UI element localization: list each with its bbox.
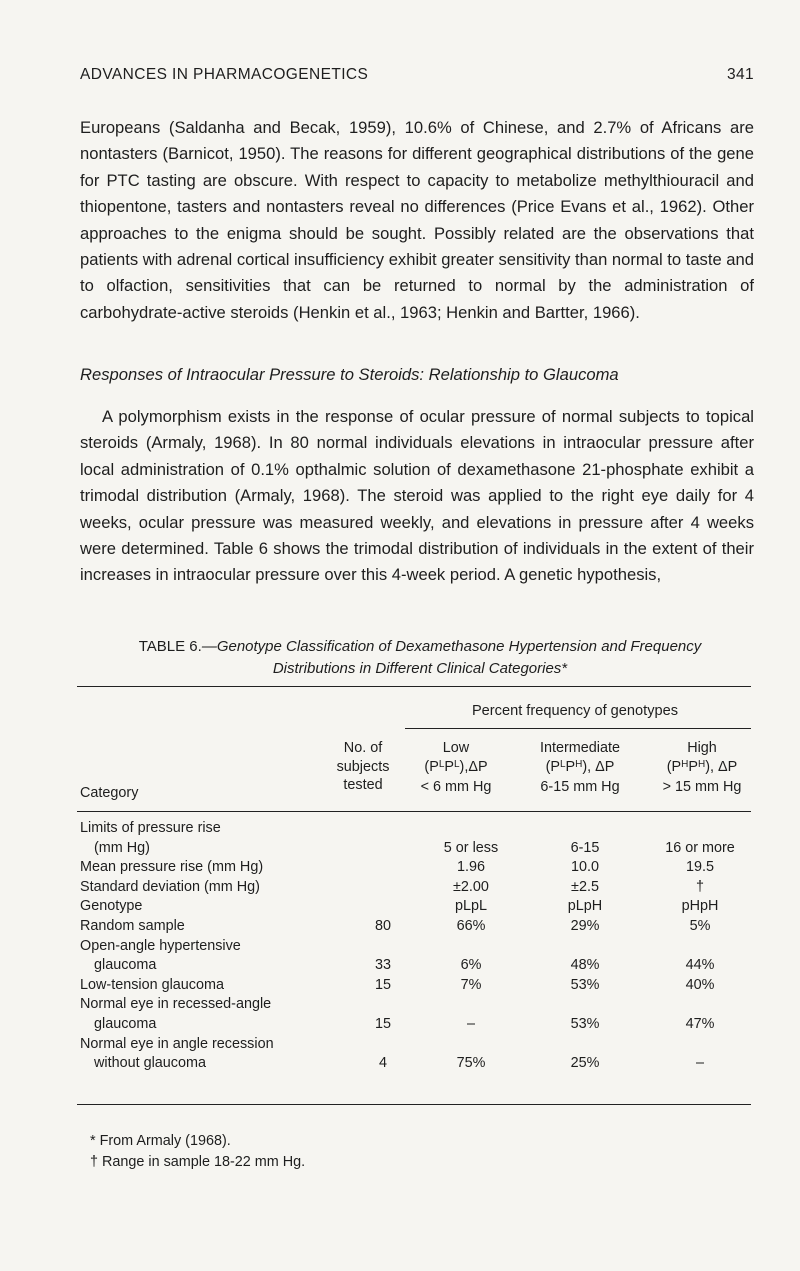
- row-intermediate: 48%: [570, 957, 600, 974]
- col-high-mid: P: [688, 758, 698, 775]
- col-subjects-line2: subjects: [336, 758, 390, 775]
- row-subjects: 15: [374, 1015, 391, 1032]
- row-category: Standard deviation (mm Hg): [80, 878, 260, 895]
- row-low: 6%: [460, 957, 482, 974]
- paragraph-2-text: A polymorphism exists in the response of ocular pressure of normal subjects to topical steroids (Armaly, 1968). In 80 normal individuals elevations in intraocular pressure after local administration of 0.1% opthalmic solution of dexamethasone 21-phosphate exhibit a trimodal distribution (Armaly, 1968). The steroid was applied to the right eye daily for 4 weeks, ocular pressure was measured weekly, and elevations in pressure after 4 weeks were determined. Table 6 shows the trimodal distribution of individuals in the extent of their increases in intraocular pressure over this 4-week period. A genetic hypothesis,: [80, 407, 754, 585]
- row-high: 19.5: [685, 859, 714, 876]
- col-int-line1: Intermediate: [540, 740, 620, 756]
- col-int-gen-close: ), ΔP: [582, 758, 615, 775]
- row-intermediate: 53%: [570, 976, 600, 993]
- col-int-line3: 6-15 mm Hg: [540, 779, 620, 795]
- col-low-mid: P: [444, 758, 454, 775]
- col-low-sup2: L: [453, 758, 460, 770]
- col-int-sup2: H: [575, 758, 583, 770]
- row-intermediate: ±2.5: [571, 878, 599, 895]
- table-row: [80, 1054, 754, 1074]
- col-high-gen-close: ), ΔP: [705, 758, 738, 775]
- table-caption: [110, 636, 730, 680]
- table-bottom-rule: [77, 1104, 751, 1105]
- table-row: [80, 937, 754, 957]
- col-int-gen-open: (P: [545, 758, 560, 775]
- row-intermediate: 25%: [570, 1055, 600, 1072]
- col-low-genotype: [406, 758, 506, 779]
- row-high: 5%: [689, 917, 711, 934]
- row-intermediate: 29%: [570, 917, 600, 934]
- table-row: [80, 917, 754, 937]
- row-subjects: 33: [374, 957, 391, 974]
- page-number: 341: [726, 66, 754, 83]
- row-category: Random sample: [80, 917, 185, 934]
- section-heading: Responses of Intraocular Pressure to Steroids: Relationship to Glaucoma: [80, 365, 619, 384]
- col-low-line1: Low: [442, 740, 470, 756]
- row-low: 1.96: [456, 859, 485, 876]
- col-high: [650, 739, 754, 797]
- row-low: –: [466, 1015, 475, 1032]
- row-intermediate: pLpH: [567, 898, 603, 915]
- col-int-sup1: L: [559, 758, 566, 770]
- row-low: ±2.00: [453, 878, 489, 895]
- row-subjects: 80: [374, 917, 391, 934]
- row-low: pLpL: [454, 898, 487, 915]
- col-int-genotype: [520, 758, 640, 779]
- col-high-genotype: [650, 758, 754, 779]
- row-high: –: [695, 1055, 704, 1072]
- table-body: [80, 819, 754, 1074]
- row-intermediate: 6-15: [570, 839, 600, 856]
- col-int-mid: P: [565, 758, 576, 775]
- row-category: Normal eye in angle recession: [80, 1035, 274, 1052]
- table-row: [80, 976, 754, 996]
- spanning-header: Percent frequency of genotypes: [471, 703, 679, 719]
- col-high-sup1: H: [681, 758, 689, 770]
- row-category: Normal eye in recessed-angle: [80, 996, 272, 1013]
- col-low-gen-open: (P: [424, 758, 439, 775]
- table-row: [80, 995, 754, 1015]
- row-high: 47%: [685, 1015, 715, 1032]
- row-subjects: 4: [378, 1055, 387, 1072]
- footnote: * From Armaly (1968).: [90, 1133, 231, 1149]
- table-caption-text: —Genotype Classification of Dexamethasone Hypertension and Frequency Distributions in Different Clinical Categories*: [201, 638, 702, 677]
- col-intermediate: [520, 739, 640, 797]
- col-high-gen-open: (P: [666, 758, 682, 775]
- row-intermediate: 10.0: [570, 859, 599, 876]
- paragraph-2: [80, 404, 754, 589]
- row-category: Limits of pressure rise: [80, 820, 221, 836]
- row-category: (mm Hg): [94, 839, 150, 856]
- col-low-line3: < 6 mm Hg: [420, 779, 492, 795]
- row-high: 44%: [685, 957, 715, 974]
- col-category: Category: [80, 785, 139, 801]
- row-category: glaucoma: [94, 1015, 157, 1032]
- paragraph-1: [80, 115, 754, 326]
- table-row: [80, 1015, 754, 1035]
- col-subjects: [318, 739, 408, 795]
- footnote: † Range in sample 18-22 mm Hg.: [90, 1154, 306, 1170]
- table-row: [80, 956, 754, 976]
- table-row: [80, 819, 754, 839]
- table-row: [80, 839, 754, 859]
- row-category: Genotype: [80, 898, 143, 915]
- row-category: Mean pressure rise (mm Hg): [80, 859, 264, 876]
- row-intermediate: 53%: [570, 1015, 600, 1032]
- paragraph-1-text: Europeans (Saldanha and Becak, 1959), 10.6% of Chinese, and 2.7% of Africans are nontasters (Barnicot, 1950). The reasons for different geographical distributions of the gene for PTC tasting are obscure. With respect to capacity to metabolize methylthiouracil and thiopentone, tasters and nontasters reveal no differences (Price Evans et al., 1962). Other approaches to the enigma should be sought. Possibly related are the observations that patients with adrenal cortical insufficiency exhibit greater sensitivity than normal to taste and to olfaction, sensitivities that can be returned to normal by the administration of carbohydrate-active steroids (Henkin et al., 1963; Henkin and Bartter, 1966).: [80, 118, 754, 322]
- col-high-line3: > 15 mm Hg: [662, 779, 742, 795]
- row-category: without glaucoma: [94, 1055, 206, 1072]
- row-high: pHpH: [681, 898, 719, 915]
- table-header-rule: [77, 811, 751, 812]
- row-low: 75%: [456, 1055, 486, 1072]
- row-low: 7%: [460, 976, 482, 993]
- row-category: glaucoma: [94, 957, 157, 974]
- col-low-gen-close: ),ΔP: [459, 758, 488, 775]
- col-high-line1: High: [687, 740, 717, 756]
- running-title: ADVANCES IN PHARMACOGENETICS: [80, 66, 369, 83]
- col-subjects-line1: No. of: [343, 740, 383, 756]
- table-row: [80, 1035, 754, 1055]
- col-subjects-line3: tested: [343, 777, 383, 793]
- row-category: Open-angle hypertensive: [80, 937, 241, 954]
- row-low: 5 or less: [443, 839, 499, 856]
- table-label: TABLE 6.: [138, 638, 202, 655]
- row-high: †: [695, 878, 704, 895]
- table-top-rule: [77, 686, 751, 687]
- col-low: [406, 739, 506, 797]
- row-category: Low-tension glaucoma: [80, 976, 224, 993]
- row-low: 66%: [456, 917, 486, 934]
- col-high-sup2: H: [698, 758, 706, 770]
- row-subjects: 15: [374, 976, 391, 993]
- spanning-header-rule: [405, 728, 751, 729]
- row-high: 16 or more: [665, 839, 735, 856]
- table-row: [80, 878, 754, 898]
- row-high: 40%: [685, 976, 715, 993]
- table-row: [80, 858, 754, 878]
- table-row: [80, 897, 754, 917]
- table-footnotes: [90, 1131, 305, 1173]
- col-low-sup1: L: [438, 758, 445, 770]
